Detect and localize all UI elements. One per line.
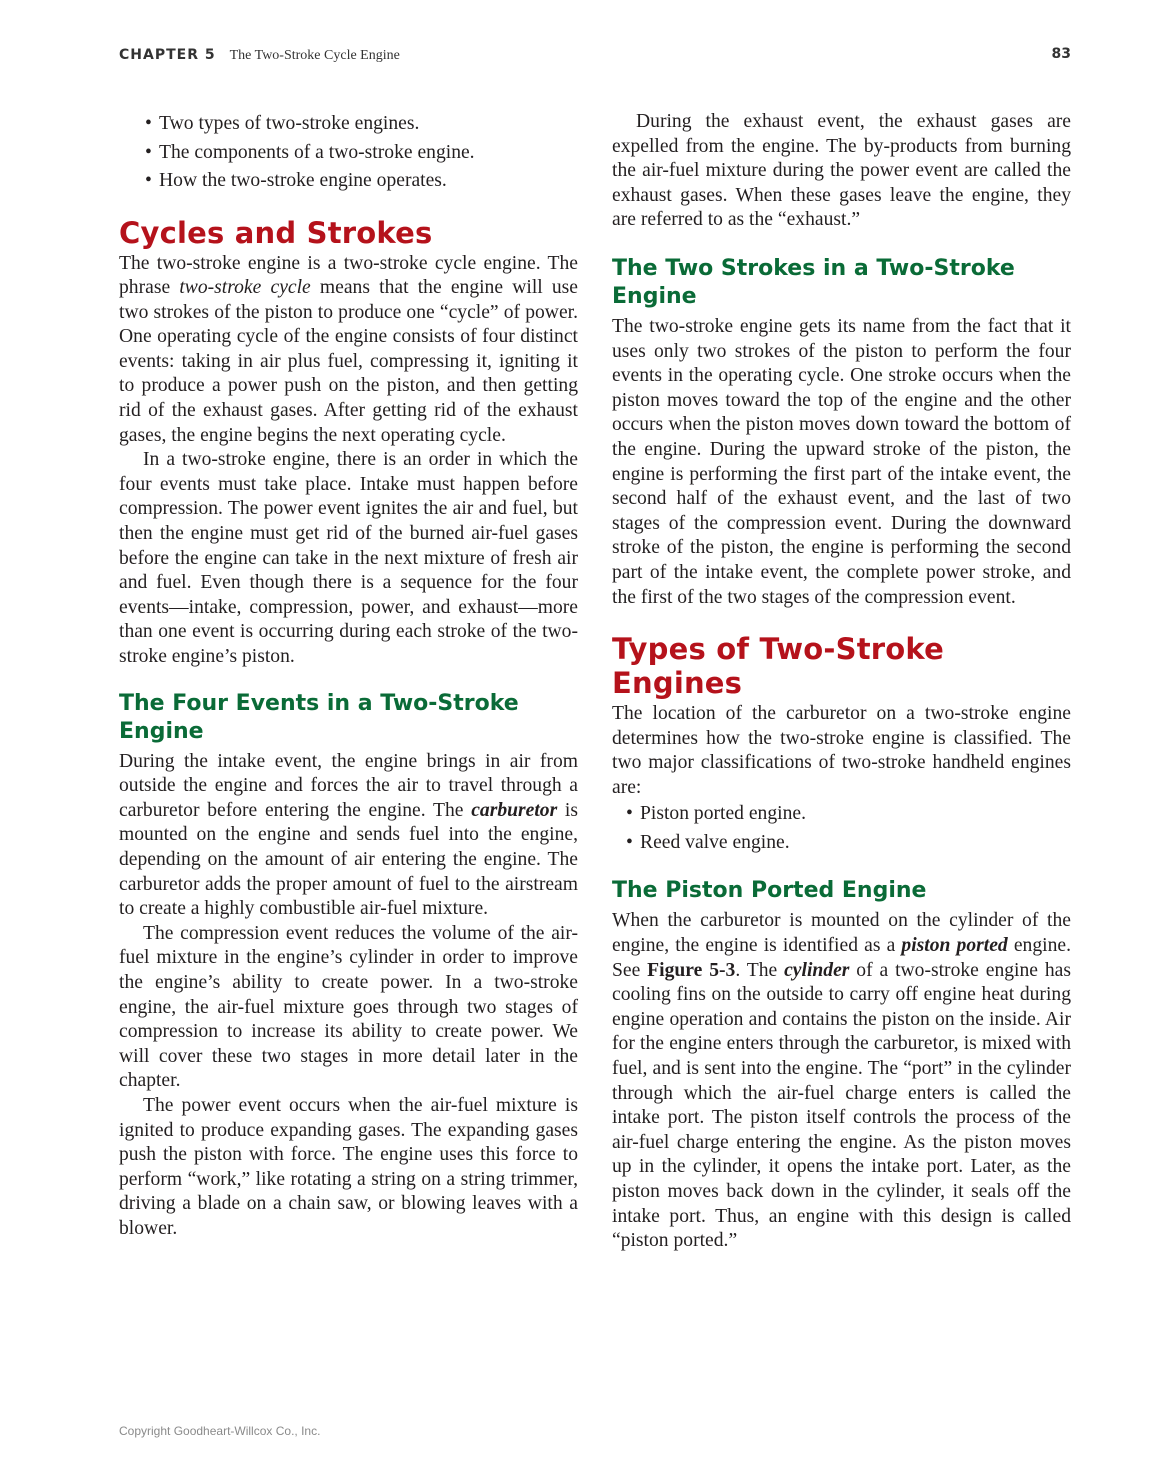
paragraph-piston-ported xyxy=(612,909,1071,1253)
text-run: During the intake event, the engine brings in air from outside the engine and forces the air to travel through a carburetor before entering the engine. The xyxy=(119,750,578,821)
key-term-piston-ported: piston ported xyxy=(901,935,1008,957)
chapter-title: The Two-Stroke Cycle Engine xyxy=(229,48,400,63)
paragraph-power: The power event occurs when the air-fuel mixture is ignited to produce expanding gases. The expanding gases push the piston with force. The engine uses this force to perform “work,” like rotating a string on a string trimmer, driving a blade on a chain saw, or blowing leaves with a blower. xyxy=(119,1094,578,1239)
figure-reference-link[interactable]: Figure 5-3 xyxy=(647,959,736,981)
text-run: is mounted on the engine and sends fuel into the engine, depending on the amount of air entering the engine. The carburetor adds the proper amount of fuel to the airstream to create a highly combustible air-fuel mixture. xyxy=(119,799,579,920)
text-run: . The xyxy=(735,959,785,981)
intro-bullet-list xyxy=(119,110,578,196)
paragraph-intake xyxy=(119,750,578,922)
subheading-piston-ported: The Piston Ported Engine xyxy=(612,878,927,904)
page-number: 83 xyxy=(1051,46,1071,62)
paragraph-compression: The compression event reduces the volume of the air-fuel mixture in the engine’s cylinder in order to improve the engine’s ability to create power. In a two-stroke engine, the air-fuel mixture goes through two stages of compression to increase its ability to create power. We will cover these two stages in more detail later in the chapter. xyxy=(119,922,578,1092)
types-bullet-list xyxy=(612,800,1071,857)
key-term-carburetor: carburetor xyxy=(471,799,558,821)
paragraph-exhaust: During the exhaust event, the exhaust gases are expelled from the engine. The by-products from burning the air-fuel mixture during the power event are called the exhaust gases. When these gases leave the engine, they are referred to as the “exhaust.” xyxy=(612,111,1071,231)
list-item: • Two types of two-stroke engines. xyxy=(145,110,578,139)
text-run: When the carburetor is mounted on the cylinder of the engine, the engine is identified as a xyxy=(612,910,1071,957)
chapter-label: CHAPTER 5 xyxy=(119,47,216,63)
paragraph-cycles-2: In a two-stroke engine, there is an order in which the four events must take place. Intake must happen before compression. The power event ignites the air and fuel, but then the engine must get rid of the burned air-fuel gases before the engine can take in the next mixture of fresh air and fuel. Even though there is a sequence for the four events—intake, compression, power, and exhaust—more than one event is occurring during each stroke of the two-stroke engine’s piston. xyxy=(119,449,578,667)
list-item: • How the two-stroke engine operates. xyxy=(145,167,578,196)
list-item: • The components of a two-stroke engine. xyxy=(145,139,578,168)
paragraph-types: The location of the carburetor on a two-stroke engine determines how the two-stroke engine is classified. The two major classifications of two-stroke handheld engines are: xyxy=(612,703,1071,798)
running-head xyxy=(119,46,1071,68)
text-run: The two-stroke engine is a two-stroke cycle engine. The phrase xyxy=(119,252,578,299)
paragraph-two-strokes: The two-stroke engine gets its name from the fact that it uses only two strokes of the piston to perform the four events in the operating cycle. One stroke occurs when the piston moves toward the top of the engine and the other occurs when the piston moves down toward the bottom of the engine. During the upward stroke of the piston, the engine is performing the first part of the intake event, the second half of the exhaust event, and the last of two stages of the compression event. During the downward stroke of the piston, the engine is performing the second part of the intake event, the complete power stroke, and the first of the two stages of the compression event. xyxy=(612,315,1071,608)
subheading-two-strokes: The Two Strokes in a Two-Stroke Engine xyxy=(612,255,1015,309)
copyright-footer: Copyright Goodheart-Willcox Co., Inc. xyxy=(119,1424,321,1438)
list-item: • Piston ported engine. xyxy=(626,800,1071,829)
list-item: • Reed valve engine. xyxy=(626,829,1071,858)
section-heading-types: Types of Two-Stroke Engines xyxy=(612,632,944,701)
text-run: of a two-stroke engine has cooling fins on the outside to carry off engine heat during engine operation and contains the piston on the inside. Air for the engine enters through the carburetor, is mixed with fuel, and is sent into the engine. The “port” in the cylinder through which the air-fuel charge enters is called the intake port. The piston itself controls the process of the air-fuel charge entering the engine. As the piston moves up in the cylinder, it opens the intake port. Later, as the piston moves back down in the cylinder, it seals off the intake port. Thus, an engine with this design is called “piston ported.” xyxy=(612,959,1071,1252)
right-column xyxy=(612,110,1071,1254)
emphasis-two-stroke-cycle: two-stroke cycle xyxy=(179,277,311,299)
text-run: engine. See xyxy=(612,935,1071,981)
key-term-cylinder: cylinder xyxy=(784,959,850,981)
subheading-four-events: The Four Events in a Two-Stroke Engine xyxy=(119,690,519,744)
text-run: means that the engine will use two strokes of the piston to produce one “cycle” of power. One operating cycle of the engine consists of four distinct events: taking in air plus fuel, compressing it, igniting it to produce a power push on the piston, and then getting rid of the exhaust gases. After getting rid of the exhaust gases, the engine begins the next operating cycle. xyxy=(119,277,579,446)
section-heading-cycles-and-strokes: Cycles and Strokes xyxy=(119,215,433,250)
paragraph-cycles-1 xyxy=(119,252,578,449)
left-column xyxy=(119,110,578,1241)
